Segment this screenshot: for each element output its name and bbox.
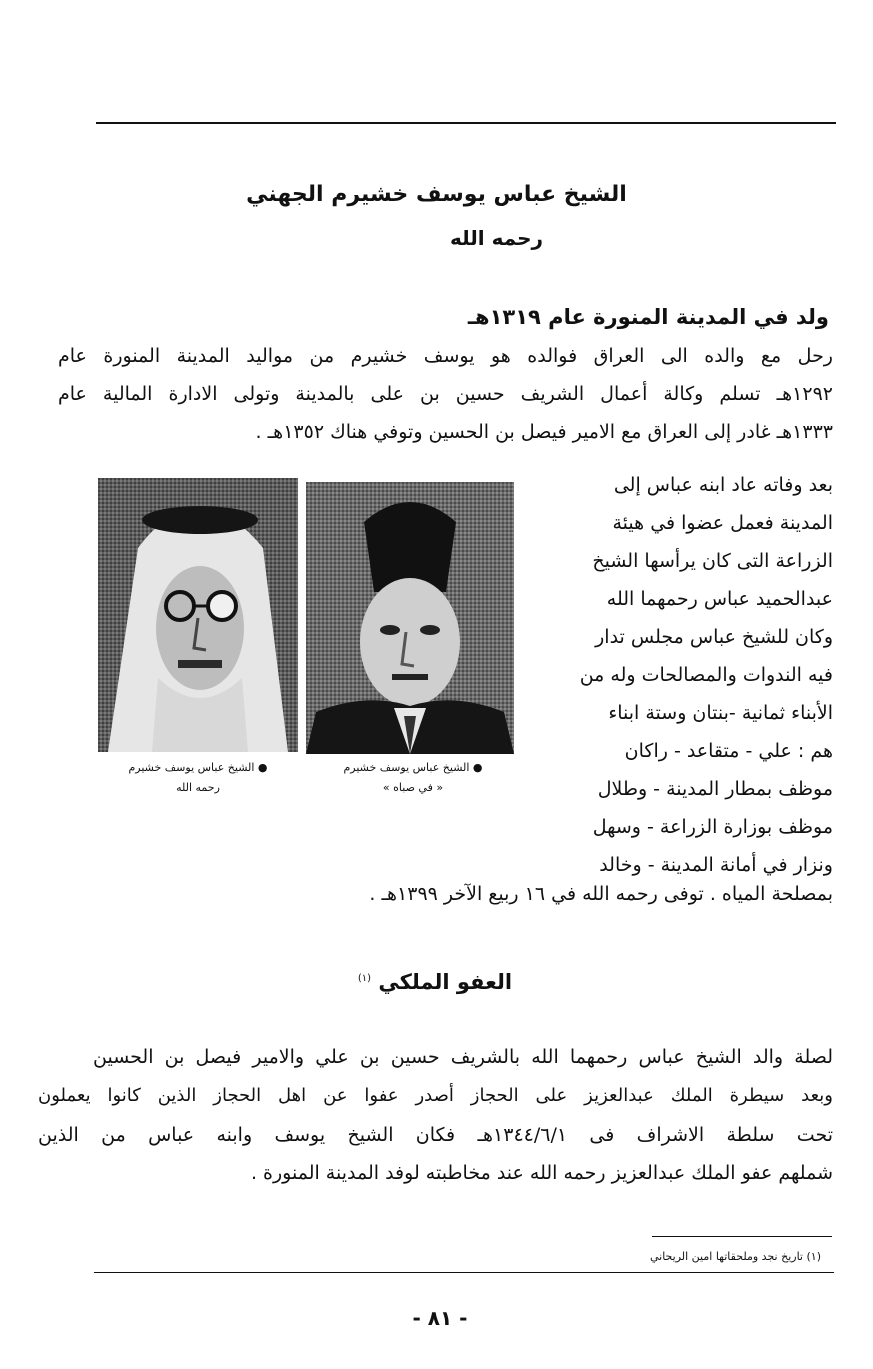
caption-line: الشيخ عباس يوسف خشيرم — [343, 761, 470, 774]
pardon-line: شملهم عفو الملك عبدالعزيز رحمه الله عند مخاطبته لوفد المدينة المنورة . — [250, 1162, 833, 1184]
birth-heading: ولد في المدينة المنورة عام ١٣١٩هـ — [467, 305, 829, 329]
portrait-photo-young — [306, 482, 514, 754]
column-line: بعد وفاته عاد ابنه عباس إلى — [613, 474, 833, 496]
page-title: الشيخ عباس يوسف خشيرم الجهني — [246, 182, 627, 207]
closing-line: بمصلحة المياه . توفى رحمه الله في ١٦ ربيع الآخر ١٣٩٩هـ . — [369, 883, 833, 905]
pardon-line: لصلة والد الشيخ عباس رحمهما الله بالشريف حسين بن علي والامير فيصل بن الحسين — [93, 1046, 833, 1068]
caption-bullet-icon: ● — [472, 761, 483, 774]
column-line: الزراعة التى كان يرأسها الشيخ — [592, 550, 833, 572]
pardon-line: تحت سلطة الاشراف فى ١٣٤٤/٦/١هـ فكان الشيخ يوسف وابنه عباس من الذين — [38, 1124, 833, 1146]
page-subtitle: رحمه الله — [449, 226, 544, 250]
intro-line: ١٣٣٣هـ غادر إلى العراق مع الامير فيصل بن الحسين وتوفي هناك ١٣٥٢هـ . — [255, 421, 833, 443]
intro-line: رحل مع والده الى العراق فوالده هو يوسف خشيرم من مواليد المدينة المنورة عام — [58, 345, 833, 367]
column-line: موظف بمطار المدينة - وطلال — [597, 778, 833, 800]
page-number: - ٨١ - — [412, 1306, 468, 1330]
column-line: المدينة فعمل عضوا في هيئة — [612, 512, 833, 534]
portrait-elder-image — [98, 478, 298, 752]
intro-line: ١٢٩٢هـ تسلم وكالة أعمال الشريف حسين بن على بالمدينة وتولى الادارة المالية عام — [58, 383, 833, 405]
footnote: (١) تاريخ نجد وملحقاتها امين الريحاني — [649, 1250, 821, 1263]
portrait-photo-elder — [98, 478, 298, 752]
photo-caption-young — [306, 758, 520, 798]
bottom-rule — [94, 1272, 834, 1273]
caption-line: رحمه الله — [176, 781, 220, 794]
column-line: ونزار في أمانة المدينة - وخالد — [599, 854, 833, 876]
footnote-marker: (١) — [357, 973, 372, 984]
column-line: فيه الندوات والمصالحات وله من — [579, 664, 833, 686]
caption-line: « في صباه » — [382, 781, 444, 794]
pardon-line: وبعد سيطرة الملك عبدالعزيز على الحجاز أصدر عفوا عن اهل الحجاز الذين كانوا يعملون — [38, 1085, 833, 1106]
caption-bullet-icon: ● — [257, 761, 268, 774]
column-line: عبدالحميد عباس رحمهما الله — [606, 588, 833, 610]
pardon-heading — [350, 970, 520, 994]
pardon-heading-text: العفو الملكي — [378, 970, 513, 994]
column-line: الأبناء ثمانية -بنتان وستة ابناء — [608, 702, 833, 724]
portrait-young-image — [306, 482, 514, 754]
photo-caption-elder — [96, 758, 300, 798]
biography-column — [553, 466, 833, 884]
caption-line: الشيخ عباس يوسف خشيرم — [128, 761, 255, 774]
column-line: هم : علي - متقاعد - راكان — [624, 740, 833, 762]
footnote-rule — [652, 1236, 832, 1237]
top-rule — [96, 122, 836, 124]
column-line: موظف بوزارة الزراعة - وسهل — [592, 816, 833, 838]
column-line: وكان للشيخ عباس مجلس تدار — [595, 626, 833, 648]
